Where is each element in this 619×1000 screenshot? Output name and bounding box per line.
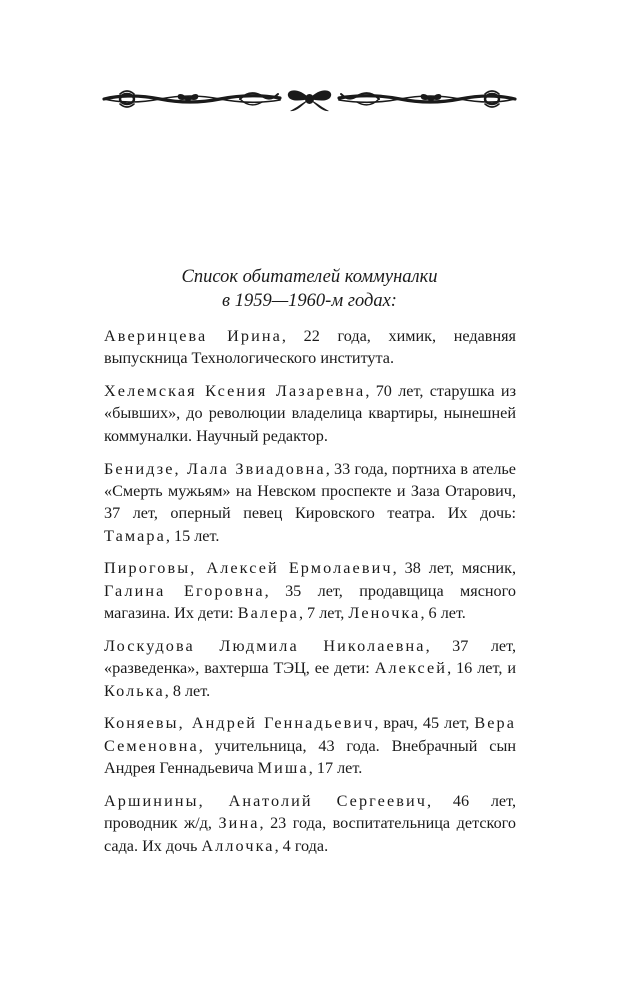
resident-details: , 8 лет. [164,681,211,700]
heading-line-1: Список обитателей коммуналки [181,267,438,287]
resident-name: Хелемская Ксения Лазаревна [104,382,366,401]
resident-entry-pirogovy [104,557,516,624]
resident-details: , 6 лет. [420,604,466,623]
resident-details: , 4 года. [274,836,329,855]
resident-details: , 16 лет, и [447,659,516,678]
resident-details: , учительница, 43 года. Внебрачный сын Андрея Геннадьевича [104,736,516,778]
child-name: Миша [257,759,309,778]
child-name: Алексей [374,659,448,678]
residents-list [104,325,516,867]
resident-details: , 33 года, портниха в ателье «Смерть мужьям» на Невском проспекте и Заза Отарович, 37 лет, оперный певец Кировского театра. Их дочь: [104,459,516,523]
resident-details: , 15 лет. [165,526,220,545]
resident-details: , врач, 45 лет, [374,714,475,733]
heading-line-2: в 1959—1960-м годах: [222,291,397,311]
child-name: Аллочка [201,836,275,855]
resident-entry-loskudova [104,635,516,702]
child-name: Валера [237,604,299,623]
resident-entry-averintseva [104,325,516,370]
resident-details: , 46 лет, проводник ж/д, [104,791,516,833]
resident-name: Лоскудова Людмила Николаевна [104,636,426,655]
child-name: Колька [104,681,165,700]
resident-details: , 37 лет, «разведенка», вахтерша ТЭЦ, ее дети: [104,636,517,678]
resident-name: Пироговы, Алексей Ермолаевич [104,559,393,578]
resident-entry-khelemskaya [104,380,516,447]
resident-entry-arshininy [104,790,516,857]
spouse-name: Галина Егоровна [104,581,265,600]
child-name: Леночка [348,604,421,623]
resident-details: , 35 лет, продавщица мясного магазина. Их дети: [104,581,516,623]
resident-name: Аршинины, Анатолий Сергеевич [104,791,427,810]
list-heading [0,265,619,313]
spouse-name: Вера Семеновна [104,714,516,755]
resident-details: , 17 лет. [308,759,363,778]
resident-details: , 38 лет, мясник, [392,559,516,578]
resident-name: Бенидзе, Лала Звиадовна [104,459,326,478]
spouse-name: Зина [218,814,260,833]
resident-details: , 22 года, химик, недавняя выпускница Технологического института. [104,327,516,368]
resident-details: , 7 лет, [298,604,349,623]
decorative-divider-ornament [100,84,519,114]
resident-name: Коняевы, Андрей Геннадьевич [104,714,375,733]
resident-entry-konyaevy [104,712,516,779]
resident-details: , 23 года, воспитательница детского сада. Их дочь [104,814,516,855]
child-name: Тамара [104,526,166,545]
resident-name: Аверинцева Ирина [104,327,282,345]
resident-details: , 70 лет, старушка из «бывших», до революции владелица квартиры, нынешней коммуналки. Научный редактор. [104,382,516,445]
resident-entry-benidze [104,458,516,547]
